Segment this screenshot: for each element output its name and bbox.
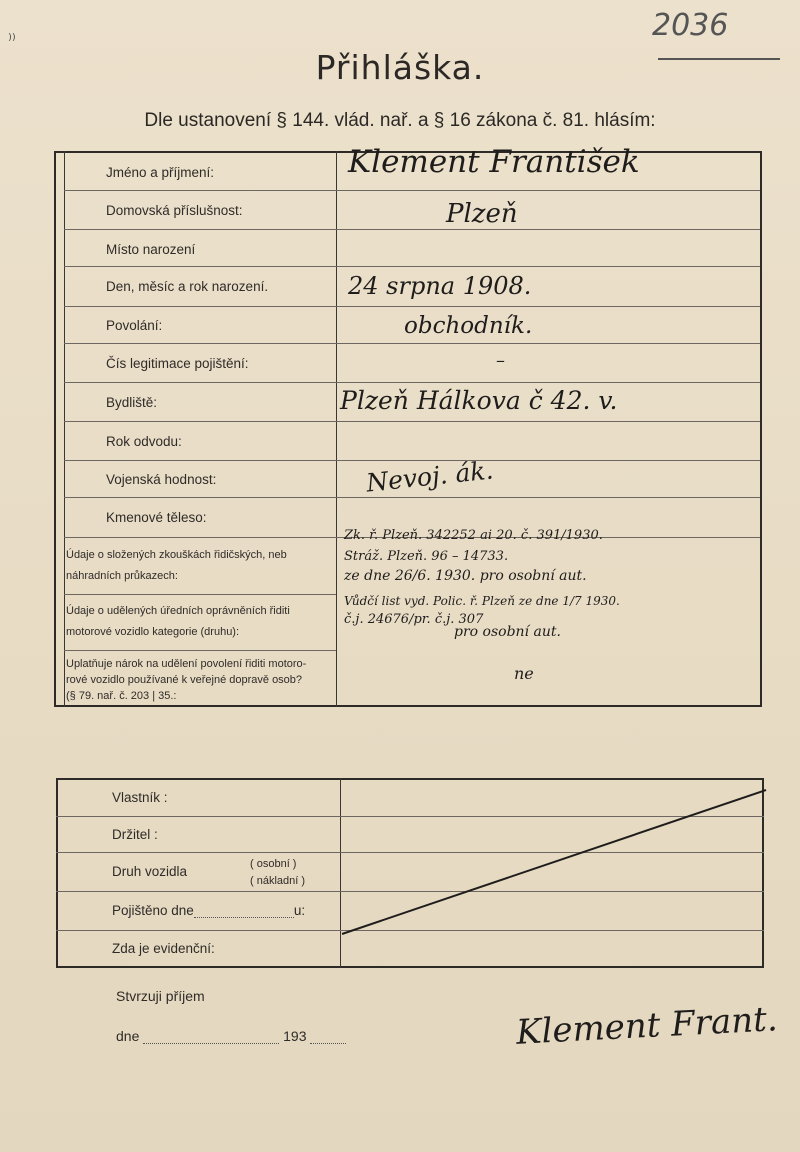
value-insurance-id: – xyxy=(496,350,505,371)
label-public-transport-line: (§ 79. nař. č. 203 | 35.: xyxy=(66,690,177,702)
value-residence: Plzeň Hálkova č 42. v. xyxy=(340,386,618,415)
note-exam-2: Stráž. Plzeň. 96 – 14733. xyxy=(344,549,509,564)
value-name: Klement František xyxy=(348,144,640,180)
value-occupation: obchodník. xyxy=(404,313,533,339)
label-exams-line: náhradních průkazech: xyxy=(66,570,178,582)
note-permit-3: pro osobní aut. xyxy=(454,624,561,640)
label-public-transport-line: rové vozidlo používané k veřejné dopravě osob? xyxy=(66,674,303,686)
label-permits-line: motorové vozidlo kategorie (druhu): xyxy=(66,626,240,638)
signature: Klement Frant. xyxy=(515,999,779,1053)
date-year-dots xyxy=(310,1043,346,1044)
label-unit: Kmenové těleso: xyxy=(106,510,207,525)
value-birthdate: 24 srpna 1908. xyxy=(348,272,532,300)
label-insured-text: Pojištěno dne xyxy=(112,903,194,918)
label-permits-line: Údaje o udělených úředních oprávněních řiditi xyxy=(66,605,290,617)
date-line xyxy=(116,1028,346,1044)
option-personal: ( osobní ) xyxy=(250,858,297,870)
label-holder: Držitel : xyxy=(112,827,158,842)
label-insured-suffix: u: xyxy=(293,903,306,918)
date-year: 193 xyxy=(283,1028,307,1044)
label-insurance-id: Čís legitimace pojištění: xyxy=(106,356,249,371)
note-permit-1: Vůdčí list vyd. Polic. ř. Plzeň ze dne 1/7 1930. xyxy=(344,594,620,608)
note-exam-1: Zk. ř. Plzeň. 342252 ai 20. č. 391/1930. xyxy=(344,528,603,543)
label-birthplace: Místo narození xyxy=(106,242,196,257)
label-exams-line: Údaje o složených zkouškách řidičských, neb xyxy=(66,549,287,561)
label-registered: Zda je evidenční: xyxy=(112,941,215,956)
label-birthdate: Den, měsíc a rok narození. xyxy=(106,279,269,294)
value-domicile: Plzeň xyxy=(446,199,518,229)
strike-through-line xyxy=(342,790,766,934)
label-owner: Vlastník : xyxy=(112,790,168,805)
label-military-rank: Vojenská hodnost: xyxy=(106,472,217,487)
page-title: Přihláška. xyxy=(315,48,485,87)
value-military-rank: Nevoj. ák. xyxy=(364,455,495,498)
confirm-receipt: Stvrzuji příjem xyxy=(116,988,205,1004)
date-dots xyxy=(143,1043,279,1044)
label-public-transport-line: Uplatňuje nárok na udělení povolení řiditi motoro- xyxy=(66,658,307,670)
label-name: Jméno a příjmení: xyxy=(106,165,215,180)
page-subtitle: Dle ustanovení § 144. vlád. nař. a § 16 zákona č. 81. hlásím: xyxy=(144,110,656,131)
option-cargo: ( nákladní ) xyxy=(250,875,306,887)
punch-mark: ⁾⁾ xyxy=(8,32,16,49)
label-residence: Bydliště: xyxy=(106,395,158,410)
note-permit-2: č.j. 24676/pr. č.j. 307 xyxy=(344,612,484,627)
label-draft-year: Rok odvodu: xyxy=(106,434,182,449)
note-public-transport: ne xyxy=(514,664,534,683)
label-domicile: Domovská příslušnost: xyxy=(106,203,243,218)
label-occupation: Povolání: xyxy=(106,318,163,333)
label-vehicle-type: Druh vozidla xyxy=(112,864,188,879)
date-prefix: dne xyxy=(116,1028,140,1044)
note-exam-3: ze dne 26/6. 1930. pro osobní aut. xyxy=(344,568,587,584)
document-number: 2036 xyxy=(652,8,729,43)
